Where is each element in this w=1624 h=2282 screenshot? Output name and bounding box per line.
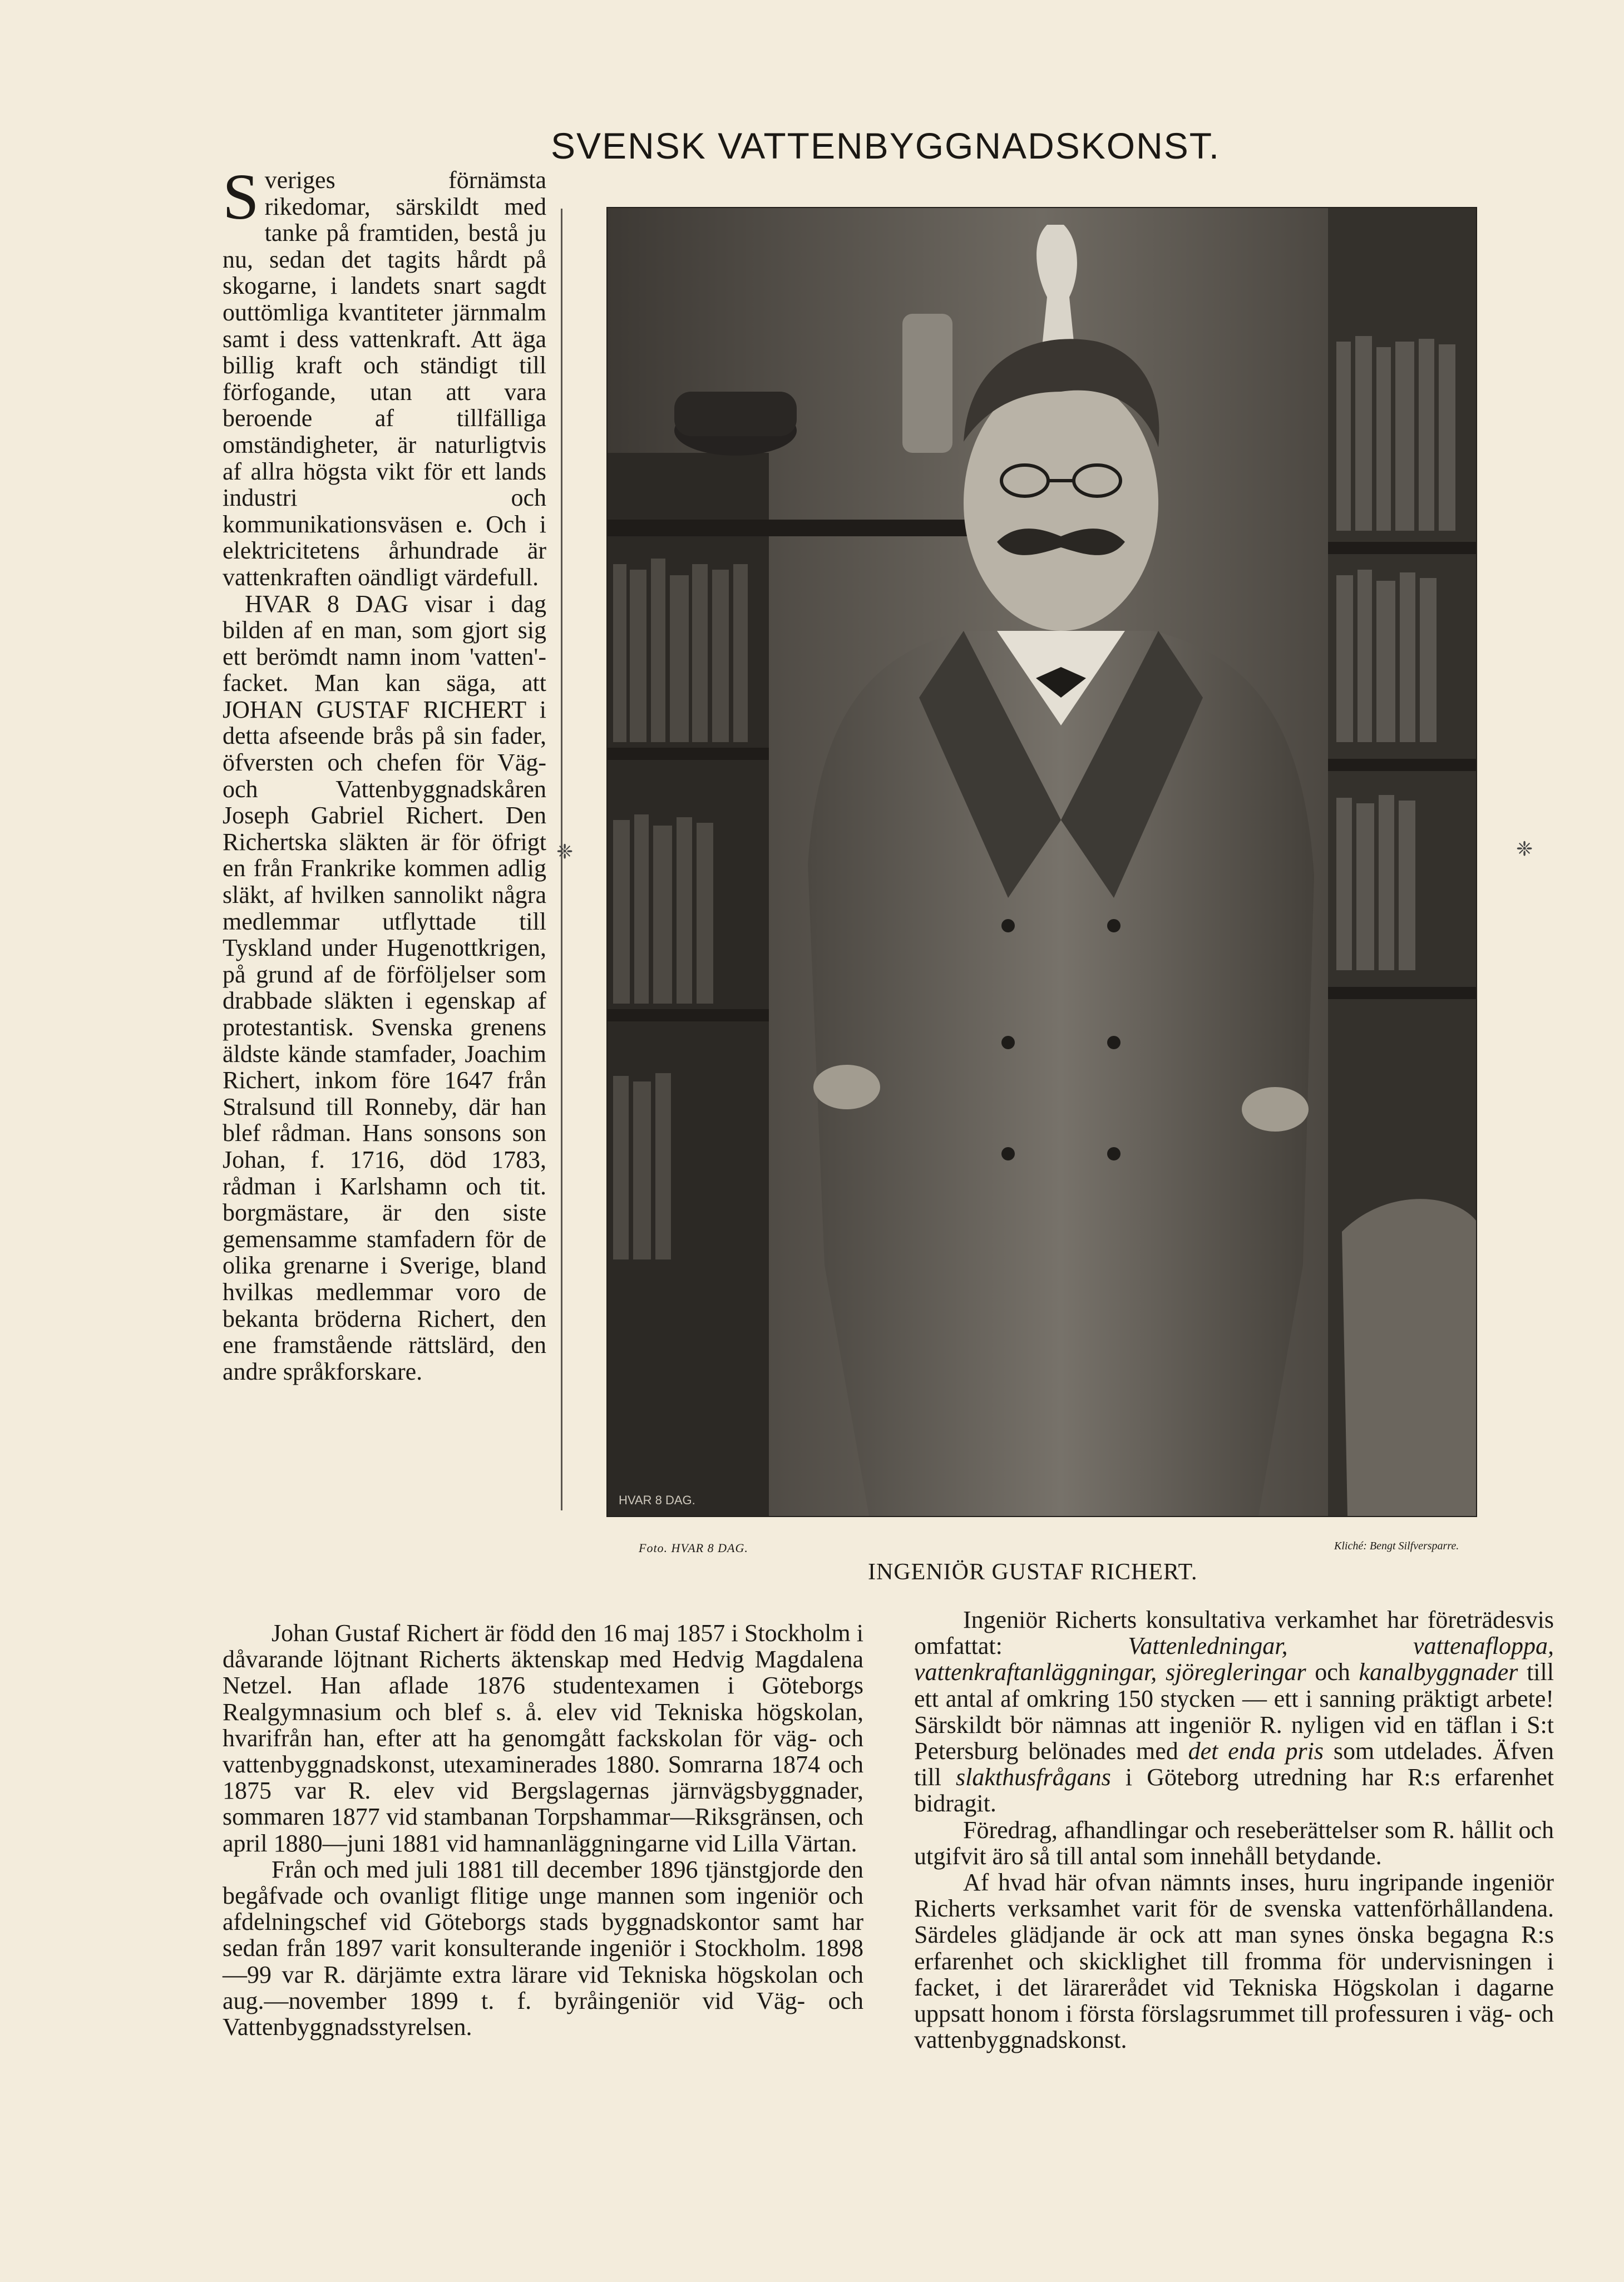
ornament-icon: ❈ <box>1516 838 1533 860</box>
career-column <box>223 1620 863 2040</box>
page-title: SVENSK VATTENBYGGNADSKONST. <box>551 125 1221 167</box>
lectures-paragraph: Föredrag, afhandlingar och reseberättelser som R. hållit och utgifvit äro så till antal som innehåll betydande. <box>914 1816 1554 1870</box>
work-column <box>914 1607 1554 2053</box>
consulting-paragraph: Ingeniör Richerts konsultativa verkamhet har företrädesvis omfattat: Vattenledningar, vattenafloppa, vattenkraftanläggningar, sjöregleringar och kanalbyggnader till ett antal af omkring 150 stycken — ett i sanning präktigt arbete! Särskildt bör nämnas att ingeniör R. nyligen vid en täflan i S:t Petersburg belönades med det enda pris som utdelades. Äfven till slakthusfrågans i Göteborg utredning har R:s erfarenhet bidragit. <box>914 1606 1554 1817</box>
photo-credit: Foto. HVAR 8 DAG. <box>639 1541 748 1555</box>
portrait-photo <box>606 207 1477 1517</box>
photo-watermark: HVAR 8 DAG. <box>619 1493 695 1507</box>
employment-paragraph: Från och med juli 1881 till december 1896 tjänstgjorde den begåfvade och ovanligt flitige unge mannen som ingeniör och afdelningschef vid Göteborgs stads byggnadskontor samt har sedan från 1897 varit konsulterande ingeniör i Stockholm. 1898—99 var R. därjämte extra lärare vid Tekniska högskolan och aug.—november 1899 t. f. byråingeniör vid Väg- och Vattenbyggnadsstyrelsen. <box>223 1855 863 2041</box>
intro-paragraph <box>223 160 546 591</box>
intro-column <box>223 160 546 1385</box>
italic-specialties: Vattenledningar, vattenafloppa, vattenkraftanläggningar, sjöregleringar <box>914 1632 1554 1686</box>
portrait-illustration <box>608 208 1476 1516</box>
biography-paragraph: HVAR 8 DAG visar i dag bilden af en man, som gjort sig ett berömdt namn inom 'vatten'-facket. Man kan säga, att JOHAN GUSTAF RICHERT i detta afseende brås på sin fader, öfversten och chefen för Väg- och Vattenbyggnadskåren Joseph Gabriel Richert. Den Richertska släkten är för öfrigt en från Frankrike kommen adlig släkt, af hvilken sannolikt några medlemmar utflyttade till Tyskland under Hugenottkrigen, på grund af de förföljelser som drabbade släkten i egenskap af protestantisk. Svenska grenens äldste kände stamfader, Joachim Richert, inkom före 1647 från Stralsund till Ronneby, där han blef rådman. Hans sonsons son Johan, f. 1716, död 1783, rådman i Karlshamn och tit. borgmästare, är den siste gemensamme stamfadern för de olika grenarne i Sverige, bland hvilkas medlemmar voro de bekanta bröderna Richert, den ene framstående rättslärd, den andre språkforskare. <box>223 590 546 1385</box>
dropcap-letter: S <box>223 160 259 233</box>
intro-text: veriges förnämsta rikedomar, särskildt med tanke på framtiden, bestå ju nu, sedan det tagits hårdt på skogarne, i landets snart sagdt outtömliga kvantiteter järnmalm samt i dess vattenkraft. Att äga billig kraft och ständigt till förfogande, utan att vara beroende af tillfälliga omständigheter, är naturligtvis af allra högsta vikt för ett lands industri och kommunikationsväsen e. Och i elektricitetens århundrade är vattenkraften oändligt värdefull. <box>223 166 546 591</box>
birth-education-paragraph: Johan Gustaf Richert är född den 16 maj 1857 i Stockholm i dåvarande löjtnant Richerts äktenskap med Hedvig Magdalena Netzel. Han aflade 1876 studentexamen i Göteborgs Realgymnasium och blef s. å. elev vid Tekniska högskolan, hvarifrån han, efter att ha genomgått fackskolan för väg- och vattenbyggnadskonst, utexaminerades 1880. Somrarna 1874 och 1875 var R. elev vid Bergslagernas järnvägsbyggnader, sommaren 1877 vid stambanan Torpshammar—Riksgränsen, och april 1880—juni 1881 vid hamnanläggningarne vid Lilla Värtan. <box>223 1619 863 1857</box>
italic-prize: det enda pris <box>1188 1737 1324 1765</box>
ornament-icon: ❈ <box>556 841 574 863</box>
cliche-credit: Kliché: Bengt Silfversparre. <box>1334 1540 1459 1552</box>
photo-caption: INGENIÖR GUSTAF RICHERT. <box>868 1559 1198 1585</box>
conclusion-paragraph: Af hvad här ofvan nämnts inses, huru ingripande ingeniör Richerts verksamhet varit för de svenska vattenförhållandena. Särdeles glädjande är ock att man synes önska begagna R:s erfarenhet och skicklighet till fromma för undervisningen i facket, i det lärarerådet vid Tekniska Högskolan i dagarne uppsatt honom i första förslagsrummet till professuren i väg- och vattenbyggnadskonst. <box>914 1869 1554 2054</box>
italic-slaughterhouse: slakthusfrågans <box>956 1764 1111 1791</box>
italic-canal: kanalbyggnader <box>1359 1658 1518 1686</box>
